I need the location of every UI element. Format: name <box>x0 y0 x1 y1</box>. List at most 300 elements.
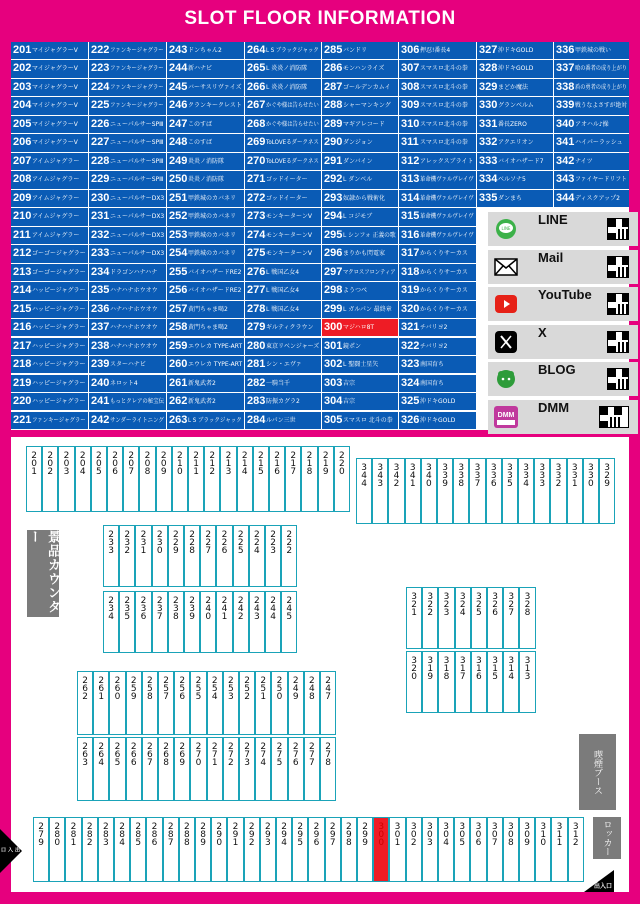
sns-blog[interactable] <box>488 362 638 396</box>
machine-title: 革命機ヴァルヴレイヴ <box>420 213 474 221</box>
machine-number: 272 <box>247 191 266 204</box>
machine-title: ハッピージャグラー <box>32 379 86 387</box>
machine-329 <box>599 458 615 524</box>
machine-title: ニューパルサーDX3 <box>110 231 165 239</box>
machine-list <box>11 42 629 430</box>
machine-number: 258 <box>144 676 155 700</box>
machine-267 <box>245 97 321 114</box>
machine-title: エウレカ TYPE-ART <box>188 342 243 350</box>
machine-number: 238 <box>91 339 110 352</box>
machine-292 <box>244 817 260 882</box>
machine-title: L S ブラックジャック <box>266 47 319 54</box>
machine-237 <box>89 319 166 336</box>
machine-title: アイムジャグラー <box>32 213 80 221</box>
machine-number: 334 <box>521 463 532 487</box>
machine-302 <box>406 817 422 882</box>
machine-title: ハッピージャグラー <box>32 398 86 406</box>
machine-295 <box>322 227 398 244</box>
machine-number: 266 <box>247 80 266 93</box>
machine-number: 209 <box>158 451 169 475</box>
machine-number: 207 <box>126 451 137 475</box>
machine-260 <box>167 356 244 373</box>
machine-223 <box>89 60 166 77</box>
machine-254 <box>167 245 244 262</box>
machine-number: 216 <box>13 321 32 334</box>
machine-title: ハッピージャグラー <box>32 287 86 295</box>
machine-number: 340 <box>556 117 575 130</box>
machine-number: 215 <box>13 302 32 315</box>
sns-label: YouTube <box>538 287 592 302</box>
machine-322 <box>399 338 476 355</box>
machine-331 <box>477 116 553 133</box>
machine-number: 242 <box>235 596 246 620</box>
machine-220 <box>11 393 88 410</box>
machine-214 <box>11 282 88 299</box>
machine-title: ダンまち <box>498 194 523 202</box>
machine-title: マイジャグラーV <box>32 120 78 128</box>
machine-title: 沖ドキGOLD <box>420 398 456 406</box>
machine-number: 203 <box>61 451 72 475</box>
line-icon <box>493 217 518 241</box>
machine-216 <box>11 319 88 336</box>
machine-number: 229 <box>91 173 110 186</box>
machine-204 <box>75 446 91 512</box>
machine-282 <box>245 375 321 392</box>
machine-307 <box>487 817 503 882</box>
machine-number: 275 <box>247 247 266 260</box>
machine-number: 262 <box>169 395 188 408</box>
machine-number: 294 <box>324 210 343 223</box>
machine-number: 283 <box>100 822 111 846</box>
machine-318 <box>399 264 476 281</box>
machine-number: 340 <box>423 463 434 487</box>
machine-301 <box>322 338 398 355</box>
machine-title: 沖ドキGOLD <box>498 47 534 54</box>
machine-210 <box>11 208 88 225</box>
machine-title: アオハル♪操 <box>575 120 609 128</box>
machine-number: 326 <box>490 592 501 616</box>
machine-number: 287 <box>165 822 176 846</box>
machine-title: マイジャグラーV <box>32 102 78 110</box>
page-title: SLOT FLOOR INFORMATION <box>184 8 456 29</box>
machine-number: 288 <box>181 822 192 846</box>
youtube-icon <box>493 292 518 316</box>
machine-number: 321 <box>409 592 420 616</box>
machine-number: 232 <box>91 228 110 241</box>
machine-title: マギアレコード <box>343 120 385 128</box>
machine-316 <box>399 227 476 244</box>
machine-title: 盾の勇者の成り上がり <box>575 83 628 91</box>
machine-217 <box>11 338 88 355</box>
machine-number: 338 <box>456 463 467 487</box>
machine-number: 295 <box>324 228 343 241</box>
machine-275 <box>271 737 287 801</box>
machine-number: 239 <box>187 596 198 620</box>
machine-number: 210 <box>13 210 32 223</box>
machine-title: L シンフォ 正義の歌 <box>343 231 396 239</box>
sns-dmm[interactable] <box>488 400 638 434</box>
machine-286 <box>146 817 162 882</box>
machine-250 <box>167 171 244 188</box>
machine-264 <box>245 42 321 59</box>
machine-297 <box>325 817 341 882</box>
machine-213 <box>11 264 88 281</box>
machine-number: 292 <box>324 173 343 186</box>
machine-305 <box>454 817 470 882</box>
machine-title: 黄門ちゃま喝2 <box>188 324 228 332</box>
machine-306 <box>399 42 476 59</box>
machine-title: マジハロ8T <box>343 324 375 332</box>
machine-326 <box>399 412 476 429</box>
machine-title: ハイパーラッシュ <box>575 139 623 147</box>
machine-number: 275 <box>274 742 285 766</box>
machine-number: 339 <box>440 463 451 487</box>
machine-325 <box>471 587 487 649</box>
machine-number: 283 <box>247 395 266 408</box>
machine-number: 216 <box>272 451 283 475</box>
machine-title: ベルソナ5 <box>498 176 526 184</box>
machine-number: 226 <box>219 530 230 554</box>
machine-number: 272 <box>225 742 236 766</box>
machine-number: 297 <box>324 265 343 278</box>
machine-number: 307 <box>401 62 420 75</box>
machine-number: 264 <box>96 742 107 766</box>
machine-275 <box>245 245 321 262</box>
machine-271 <box>245 171 321 188</box>
machine-252 <box>239 671 255 735</box>
machine-number: 229 <box>170 530 181 554</box>
machine-242 <box>89 412 166 429</box>
machine-number: 302 <box>408 822 419 846</box>
machine-number: 278 <box>323 742 334 766</box>
machine-335 <box>502 458 518 524</box>
machine-315 <box>399 208 476 225</box>
machine-title: もっとクレアの秘宝伝 <box>110 398 165 406</box>
machine-number: 316 <box>401 228 420 241</box>
machine-number: 253 <box>225 676 236 700</box>
machine-302 <box>322 356 398 373</box>
machine-number: 306 <box>473 822 484 846</box>
machine-301 <box>389 817 405 882</box>
machine-336 <box>486 458 502 524</box>
sns-line[interactable] <box>488 212 638 246</box>
machine-251 <box>167 190 244 207</box>
machine-title: ニューパルサーDX3 <box>110 194 165 202</box>
sns-label: X <box>538 324 547 340</box>
smoking-booth-label: 喫煙ブース <box>592 749 602 795</box>
machine-title: L コジモブ <box>343 213 373 221</box>
machine-title: ハナハナホウオウ <box>110 287 158 295</box>
machine-number: 217 <box>288 451 299 475</box>
machine-number: 271 <box>209 742 220 766</box>
machine-204 <box>11 97 88 114</box>
machine-number: 288 <box>324 99 343 112</box>
machine-number: 228 <box>187 530 198 554</box>
machine-title: ゴールデンカムイ <box>343 83 391 91</box>
machine-207 <box>11 153 88 170</box>
locker <box>593 817 621 859</box>
sns-x[interactable] <box>488 325 638 359</box>
machine-number: 247 <box>323 676 334 700</box>
machine-title: バイオハザードRE2 <box>188 268 242 276</box>
machine-283 <box>245 393 321 410</box>
machine-218 <box>11 356 88 373</box>
machine-285 <box>322 42 398 59</box>
machine-308 <box>503 817 519 882</box>
machine-number: 293 <box>324 191 343 204</box>
machine-242 <box>233 591 249 653</box>
machine-title: L 戦国乙女4 <box>266 305 300 313</box>
machine-319 <box>422 651 438 713</box>
machine-number: 223 <box>91 62 110 75</box>
machine-number: 337 <box>556 62 575 75</box>
machine-222 <box>281 525 297 587</box>
machine-254 <box>207 671 223 735</box>
machine-233 <box>103 525 119 587</box>
machine-title: 新ハナビ <box>188 65 213 73</box>
machine-title: シャーマンキング <box>343 102 391 110</box>
machine-number: 267 <box>247 99 266 112</box>
machine-title: バイオハザードRE2 <box>188 287 242 295</box>
machine-number: 273 <box>247 210 266 223</box>
machine-240 <box>200 591 216 653</box>
machine-number: 250 <box>274 676 285 700</box>
machine-342 <box>388 458 404 524</box>
machine-number: 280 <box>247 339 266 352</box>
machine-309 <box>399 97 476 114</box>
machine-274 <box>255 737 271 801</box>
machine-title: モンキーターンV <box>266 213 312 221</box>
machine-334 <box>518 458 534 524</box>
machine-256 <box>174 671 190 735</box>
machine-number: 209 <box>13 191 32 204</box>
machine-title: シン・エヴァ <box>266 361 302 369</box>
machine-title: ハナハナホウオウ <box>110 342 158 350</box>
machine-title: 甲鉄城のカバネリ <box>188 231 237 239</box>
machine-number: 205 <box>13 117 32 130</box>
machine-237 <box>152 591 168 653</box>
machine-number: 287 <box>324 80 343 93</box>
svg-text:DMM: DMM <box>497 411 514 419</box>
sns-youtube[interactable] <box>488 287 638 321</box>
machine-number: 338 <box>556 80 575 93</box>
machine-number: 237 <box>91 321 110 334</box>
machine-number: 309 <box>401 99 420 112</box>
machine-number: 330 <box>479 99 498 112</box>
machine-203 <box>58 446 74 512</box>
machine-number: 316 <box>473 656 484 680</box>
machine-340 <box>421 458 437 524</box>
machine-253 <box>167 227 244 244</box>
machine-number: 259 <box>169 339 188 352</box>
machine-title: クランキークレスト <box>188 102 242 110</box>
machine-206 <box>107 446 123 512</box>
machine-209 <box>156 446 172 512</box>
machine-323 <box>438 587 454 649</box>
machine-title: 南国育ち <box>420 361 445 369</box>
machine-299 <box>357 817 373 882</box>
machine-number: 250 <box>169 173 188 186</box>
machine-number: 289 <box>324 117 343 130</box>
machine-245 <box>167 79 244 96</box>
machine-number: 240 <box>203 596 214 620</box>
sns-mail[interactable] <box>488 250 638 284</box>
machine-211 <box>188 446 204 512</box>
machine-273 <box>245 208 321 225</box>
machine-title: 炎炎ノ消防隊 <box>188 157 225 165</box>
machine-222 <box>89 42 166 59</box>
machine-number: 318 <box>401 265 420 278</box>
machine-number: 225 <box>91 99 110 112</box>
machine-number: 302 <box>324 358 343 371</box>
machine-244 <box>167 60 244 77</box>
machine-304 <box>438 817 454 882</box>
machine-256 <box>167 282 244 299</box>
machine-number: 234 <box>91 265 110 278</box>
machine-344 <box>554 190 629 207</box>
machine-number: 312 <box>401 154 420 167</box>
machine-309 <box>519 817 535 882</box>
machine-number: 268 <box>247 117 266 130</box>
machine-title: ニューパルサーSPⅢ <box>110 157 164 165</box>
machine-number: 252 <box>169 210 188 223</box>
machine-number: 270 <box>247 154 266 167</box>
machine-title: ギルティクラウン <box>266 324 314 332</box>
machine-title: スマスロ北斗の拳 <box>420 139 468 147</box>
machine-title: モンキーターンV <box>266 250 312 258</box>
machine-number: 219 <box>320 451 331 475</box>
machine-number: 307 <box>489 822 500 846</box>
machine-number: 206 <box>110 451 121 475</box>
machine-number: 311 <box>554 822 565 846</box>
machine-title: 喰の番者の成り上がり <box>575 65 628 73</box>
machine-number: 284 <box>247 413 266 426</box>
machine-number: 221 <box>13 413 32 426</box>
machine-number: 265 <box>112 742 123 766</box>
machine-title: L ダンベル <box>343 176 373 184</box>
machine-number: 220 <box>336 451 347 475</box>
machine-311 <box>399 134 476 151</box>
machine-214 <box>237 446 253 512</box>
machine-number: 230 <box>91 191 110 204</box>
machine-235 <box>89 282 166 299</box>
machine-title: ToLOVEるダークネス <box>266 157 319 165</box>
machine-number: 296 <box>324 247 343 260</box>
machine-296 <box>322 245 398 262</box>
machine-272 <box>245 190 321 207</box>
machine-261 <box>167 375 244 392</box>
machine-238 <box>89 338 166 355</box>
floor-map <box>0 437 629 892</box>
machine-title: 新鬼武者2 <box>188 379 216 387</box>
machine-number: 297 <box>327 822 338 846</box>
machine-327 <box>477 42 553 59</box>
machine-265 <box>245 60 321 77</box>
machine-title: ニューパルサーSPⅢ <box>110 120 164 128</box>
machine-248 <box>167 134 244 151</box>
x-icon <box>493 330 518 354</box>
machine-277 <box>245 282 321 299</box>
machine-number: 233 <box>106 530 117 554</box>
machine-276 <box>288 737 304 801</box>
machine-236 <box>89 301 166 318</box>
machine-number: 319 <box>425 656 436 680</box>
machine-243 <box>249 591 265 653</box>
machine-203 <box>11 79 88 96</box>
machine-number: 235 <box>122 596 133 620</box>
machine-title: ToLOVEるダークネス <box>266 139 319 147</box>
machine-245 <box>281 591 297 653</box>
machine-title: モンキーターンV <box>266 231 312 239</box>
machine-number: 204 <box>77 451 88 475</box>
machine-title: ファンキージャグラー <box>32 416 86 424</box>
machine-number: 336 <box>556 44 575 56</box>
machine-number: 294 <box>279 822 290 846</box>
machine-title: 甲鉄城のカバネリ <box>188 213 237 221</box>
machine-title: モンハンライズ <box>343 65 385 73</box>
machine-number: 343 <box>556 173 575 186</box>
machine-number: 310 <box>538 822 549 846</box>
machine-number: 284 <box>117 822 128 846</box>
machine-number: 274 <box>258 742 269 766</box>
machine-number: 248 <box>306 676 317 700</box>
machine-number: 227 <box>91 136 110 149</box>
machine-title: ゴーゴージャグラー <box>32 268 86 276</box>
machine-209 <box>11 190 88 207</box>
machine-265 <box>109 737 125 801</box>
machine-title: 沖ドキGOLD <box>498 65 534 73</box>
machine-number: 213 <box>13 265 32 278</box>
machine-279 <box>245 319 321 336</box>
machine-305 <box>322 412 398 429</box>
machine-title: ニューパルサーDX3 <box>110 213 165 221</box>
machine-number: 318 <box>441 656 452 680</box>
machine-number: 271 <box>247 173 266 186</box>
machine-title: アイムジャグラー <box>32 176 80 184</box>
machine-number: 311 <box>401 136 419 149</box>
machine-title: 東京リベンジャーズ <box>266 342 320 350</box>
machine-number: 291 <box>230 822 241 846</box>
machine-280 <box>245 338 321 355</box>
machine-number: 215 <box>255 451 266 475</box>
machine-title: グランベルム <box>498 102 534 110</box>
machine-number: 277 <box>247 284 266 297</box>
machine-324 <box>399 375 476 392</box>
machine-number: 277 <box>306 742 317 766</box>
machine-206 <box>11 134 88 151</box>
machine-number: 303 <box>324 376 343 389</box>
qr-code-icon <box>607 368 629 390</box>
machine-title: マイジャグラーV <box>32 47 78 54</box>
machine-303 <box>422 817 438 882</box>
machine-311 <box>551 817 567 882</box>
machine-331 <box>567 458 583 524</box>
machine-321 <box>406 587 422 649</box>
machine-title: チバリヨ2 <box>420 342 448 350</box>
machine-231 <box>89 208 166 225</box>
machine-303 <box>322 375 398 392</box>
machine-number: 254 <box>209 676 220 700</box>
machine-248 <box>304 671 320 735</box>
machine-number: 252 <box>242 676 253 700</box>
machine-226 <box>216 525 232 587</box>
machine-number: 330 <box>585 463 596 487</box>
machine-328 <box>519 587 535 649</box>
machine-number: 242 <box>91 413 110 426</box>
machine-262 <box>167 393 244 410</box>
machine-title: マクロスフロンティア <box>343 268 396 276</box>
machine-215 <box>11 301 88 318</box>
